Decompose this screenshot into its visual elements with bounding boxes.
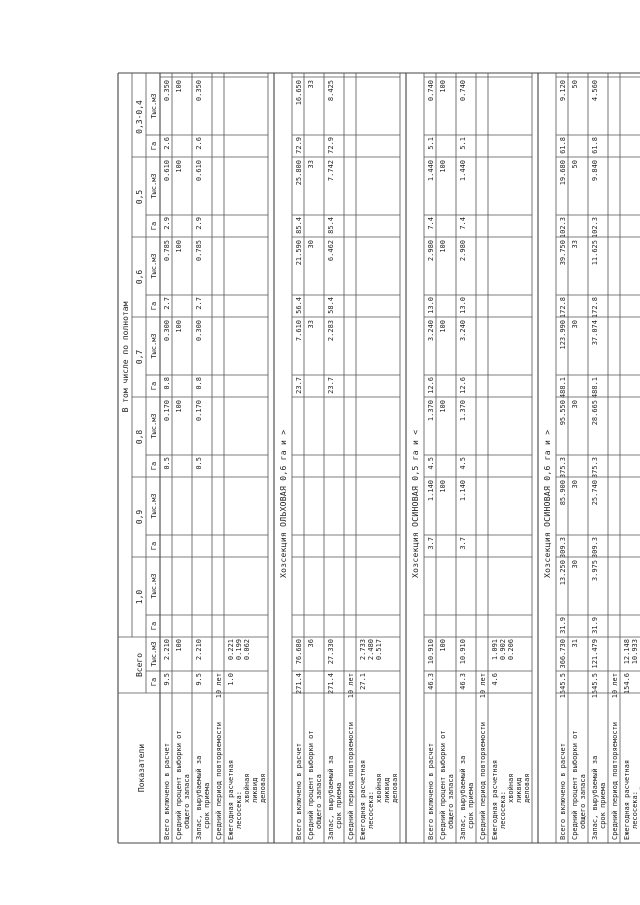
section-title-1: Хозсекция ОЛЬХОВАЯ 0,6 га и > bbox=[279, 429, 288, 578]
cell-ha-3-0-3: 488.1 bbox=[559, 377, 567, 399]
table-rotated-group bbox=[118, 73, 640, 843]
total-vol-3-4-1: 10.933 bbox=[631, 639, 639, 665]
row-label-3-4-0: Ежегодная расчетная bbox=[623, 759, 631, 840]
total-vol-1-4-1: 2.480 bbox=[367, 639, 375, 661]
total-vol-1-0-0: 76.680 bbox=[295, 639, 303, 665]
row-label-2-4-2: хвойная bbox=[507, 773, 515, 803]
total-ha-3-0: 1545.5 bbox=[559, 673, 567, 699]
header-fullness-2: 0,8 bbox=[135, 429, 144, 445]
cell-vol-0-1-3: 100 bbox=[175, 320, 183, 333]
row-label-3-0-0: Всего включено в расчет bbox=[559, 743, 567, 840]
row-label-0-4-4: деловая bbox=[259, 773, 267, 803]
cell-ha-1-2-3: 23.7 bbox=[327, 377, 335, 394]
total-ha-1-0: 271.4 bbox=[295, 673, 303, 695]
row-label-1-4-3: ликвид bbox=[383, 777, 391, 803]
cell-ha-2-0-2: 4.5 bbox=[427, 457, 435, 470]
cell-vol-1-2-3: 2.283 bbox=[327, 320, 335, 342]
row-label-0-4-3: ликвид bbox=[251, 777, 259, 803]
cell-vol-2-1-2: 100 bbox=[439, 400, 447, 413]
header-fullness-5: 0,5 bbox=[135, 189, 144, 205]
header-by-stands: В том числе по полнотам bbox=[121, 301, 130, 413]
cell-ha-3-0-2: 375.3 bbox=[559, 457, 567, 479]
cell-vol-2-0-3: 3.240 bbox=[427, 320, 435, 342]
cell-ha-1-2-5: 85.4 bbox=[327, 217, 335, 234]
total-vol-0-1-0: 100 bbox=[175, 639, 183, 652]
cell-ha-2-2-6: 5.1 bbox=[459, 137, 467, 150]
cell-vol-0-1-4: 100 bbox=[175, 240, 183, 253]
total-vol-0-4-0: 0.221 bbox=[227, 639, 235, 661]
cell-ha-3-2-0: 31.9 bbox=[591, 617, 599, 634]
row-label-3-1-0: Средний процент выборки от bbox=[571, 730, 579, 840]
row-label-2-2-1: срок приема bbox=[467, 782, 475, 829]
total-ha-3-4: 154.6 bbox=[623, 673, 631, 695]
header-total-ha: Га bbox=[150, 677, 158, 687]
cell-vol-3-0-3: 123.990 bbox=[559, 320, 567, 350]
cell-vol-3-2-4: 11.625 bbox=[591, 240, 599, 266]
cell-ha-0-2-4: 2.7 bbox=[195, 297, 203, 310]
cell-ha-3-2-1: 309.3 bbox=[591, 537, 599, 559]
cell-ha-2-2-3: 12.6 bbox=[459, 377, 467, 394]
header-ha-1: Га bbox=[150, 541, 158, 551]
total-vol-2-1-0: 100 bbox=[439, 639, 447, 652]
cell-ha-1-0-4: 56.4 bbox=[295, 297, 303, 314]
total-ha-2-3: 10 лет bbox=[479, 673, 487, 699]
cell-vol-0-2-4: 0.785 bbox=[195, 240, 203, 262]
row-label-3-4-1: лесосека: bbox=[631, 791, 639, 829]
cell-vol-2-0-6: 0.740 bbox=[427, 80, 435, 102]
cell-ha-0-2-3: 0.8 bbox=[195, 377, 203, 390]
total-vol-1-4-0: 2.733 bbox=[359, 639, 367, 661]
cell-vol-1-0-6: 16.650 bbox=[295, 80, 303, 106]
total-vol-0-2-0: 2.210 bbox=[195, 639, 203, 661]
row-label-3-3-0: Средний период повторяемости bbox=[611, 721, 619, 840]
cell-ha-0-2-5: 2.9 bbox=[195, 217, 203, 230]
cell-vol-0-0-5: 0.610 bbox=[163, 160, 171, 182]
row-label-3-2-1: срок приема bbox=[599, 782, 607, 829]
cell-ha-0-0-6: 2.6 bbox=[163, 137, 171, 150]
row-label-2-4-3: ликвид bbox=[515, 777, 523, 803]
cell-vol-3-0-6: 9.120 bbox=[559, 80, 567, 102]
header-vol-6: Тыс.м3 bbox=[150, 93, 158, 119]
total-vol-2-4-1: 0.902 bbox=[499, 639, 507, 661]
cell-vol-3-2-3: 37.074 bbox=[591, 320, 599, 346]
header-vol-5: Тыс.м3 bbox=[150, 173, 158, 199]
cell-vol-0-2-6: 0.350 bbox=[195, 80, 203, 102]
row-label-1-0-0: Всего включено в расчет bbox=[295, 743, 303, 840]
cell-ha-3-2-4: 172.8 bbox=[591, 297, 599, 319]
cell-ha-2-0-6: 5.1 bbox=[427, 137, 435, 150]
cell-ha-0-0-2: 0.5 bbox=[163, 457, 171, 470]
header-ha-6: Га bbox=[150, 141, 158, 151]
cell-vol-0-0-6: 0.350 bbox=[163, 80, 171, 102]
total-vol-3-1-0: 31 bbox=[571, 639, 579, 648]
cell-vol-0-1-2: 100 bbox=[175, 400, 183, 413]
row-label-0-2-0: Запас, вырубаемый за bbox=[195, 755, 203, 840]
cell-vol-2-2-2: 1.370 bbox=[459, 400, 467, 422]
total-vol-0-4-2: 0.062 bbox=[243, 639, 251, 661]
cell-vol-1-1-6: 33 bbox=[307, 80, 315, 89]
cell-ha-3-0-4: 172.8 bbox=[559, 297, 567, 319]
total-ha-1-2: 271.4 bbox=[327, 673, 335, 695]
total-vol-3-2-0: 121.479 bbox=[591, 639, 599, 669]
cell-vol-1-2-4: 6.462 bbox=[327, 240, 335, 262]
total-vol-1-1-0: 36 bbox=[307, 639, 315, 648]
cell-vol-3-0-1: 85.900 bbox=[559, 480, 567, 506]
total-vol-2-2-0: 10.910 bbox=[459, 639, 467, 665]
row-label-1-2-1: срок приема bbox=[335, 782, 343, 829]
cell-vol-2-1-5: 100 bbox=[439, 160, 447, 173]
header-indicators: Показатели bbox=[137, 743, 146, 793]
header-total: Всего bbox=[135, 652, 144, 678]
cell-ha-1-2-4: 58.4 bbox=[327, 297, 335, 314]
cell-ha-3-2-5: 102.3 bbox=[591, 217, 599, 239]
cell-ha-0-0-3: 0.8 bbox=[163, 377, 171, 390]
cell-vol-2-0-4: 2.980 bbox=[427, 240, 435, 262]
cell-vol-2-2-4: 2.980 bbox=[459, 240, 467, 262]
cell-ha-3-0-6: 61.8 bbox=[559, 137, 567, 154]
row-label-1-4-1: лесосека: bbox=[367, 791, 375, 829]
cell-vol-3-2-2: 28.665 bbox=[591, 400, 599, 426]
cell-vol-2-2-3: 3.240 bbox=[459, 320, 467, 342]
header-vol-2: Тыс.м3 bbox=[150, 413, 158, 439]
cell-vol-1-1-3: 33 bbox=[307, 320, 315, 329]
row-label-0-2-1: срок приема bbox=[203, 782, 211, 829]
cell-ha-2-2-4: 13.0 bbox=[459, 297, 467, 314]
row-label-1-1-0: Средний процент выборки от bbox=[307, 730, 315, 840]
cell-ha-2-0-5: 7.4 bbox=[427, 217, 435, 230]
row-label-0-4-0: Ежегодная расчетная bbox=[227, 759, 235, 840]
total-ha-2-0: 46.3 bbox=[427, 673, 435, 690]
header-vol-3: Тыс.м3 bbox=[150, 333, 158, 359]
cell-vol-0-2-5: 0.610 bbox=[195, 160, 203, 182]
cell-ha-1-0-3: 23.7 bbox=[295, 377, 303, 394]
total-vol-2-4-2: 0.206 bbox=[507, 639, 515, 661]
total-ha-3-3: 10 лет bbox=[611, 673, 619, 699]
cell-ha-3-2-3: 488.1 bbox=[591, 377, 599, 399]
cell-ha-0-2-6: 2.6 bbox=[195, 137, 203, 150]
cell-vol-1-0-5: 25.800 bbox=[295, 160, 303, 186]
total-ha-1-4: 27.1 bbox=[359, 673, 367, 690]
section-title-3: Хозсекция ОСИНОВАЯ 0,6 га и > bbox=[543, 429, 552, 578]
total-ha-0-4: 1.0 bbox=[227, 673, 235, 686]
cell-ha-1-0-6: 72.9 bbox=[295, 137, 303, 154]
cell-vol-2-1-3: 100 bbox=[439, 320, 447, 333]
row-label-2-3-0: Средний период повторяемости bbox=[479, 721, 487, 840]
row-label-2-4-1: лесосека: bbox=[499, 791, 507, 829]
cell-vol-3-2-1: 25.740 bbox=[591, 480, 599, 506]
total-vol-0-0-0: 2.210 bbox=[163, 639, 171, 661]
total-vol-2-4-0: 1.091 bbox=[491, 639, 499, 661]
row-label-2-4-0: Ежегодная расчетная bbox=[491, 759, 499, 840]
cell-vol-2-1-4: 100 bbox=[439, 240, 447, 253]
cell-ha-0-2-2: 0.5 bbox=[195, 457, 203, 470]
cell-vol-0-0-3: 0.300 bbox=[163, 320, 171, 342]
section-title-2: Хозсекция ОСИНОВАЯ 0,5 га и < bbox=[411, 429, 420, 578]
row-label-2-0-0: Всего включено в расчет bbox=[427, 743, 435, 840]
cell-ha-3-0-0: 31.9 bbox=[559, 617, 567, 634]
cell-vol-2-2-1: 1.140 bbox=[459, 480, 467, 502]
cell-vol-2-2-5: 1.440 bbox=[459, 160, 467, 182]
cell-vol-0-0-2: 0.170 bbox=[163, 400, 171, 422]
cell-ha-2-0-3: 12.6 bbox=[427, 377, 435, 394]
cell-vol-3-0-2: 95.550 bbox=[559, 400, 567, 426]
header-vol-4: Тыс.м3 bbox=[150, 253, 158, 279]
cell-vol-3-0-4: 39.750 bbox=[559, 240, 567, 266]
cell-vol-0-1-5: 100 bbox=[175, 160, 183, 173]
cell-vol-2-2-6: 0.740 bbox=[459, 80, 467, 102]
cell-vol-3-1-6: 50 bbox=[571, 80, 579, 89]
total-ha-3-2: 1545.5 bbox=[591, 673, 599, 699]
cell-ha-0-0-4: 2.7 bbox=[163, 297, 171, 310]
cell-ha-2-0-4: 13.0 bbox=[427, 297, 435, 314]
header-vol-0: Тыс.м3 bbox=[150, 573, 158, 599]
cell-ha-3-0-1: 309.3 bbox=[559, 537, 567, 559]
row-label-2-2-0: Запас, вырубаемый за bbox=[459, 755, 467, 840]
cell-vol-0-1-6: 100 bbox=[175, 80, 183, 93]
header-ha-4: Га bbox=[150, 301, 158, 311]
cell-ha-2-0-1: 3.7 bbox=[427, 537, 435, 550]
cell-vol-3-1-3: 30 bbox=[571, 320, 579, 329]
cell-ha-1-0-5: 85.4 bbox=[295, 217, 303, 234]
row-label-1-3-0: Средний период повторяемости bbox=[347, 721, 355, 840]
header-fullness-1: 0,9 bbox=[135, 509, 144, 525]
cell-vol-2-0-1: 1.140 bbox=[427, 480, 435, 502]
cell-vol-3-2-0: 3.975 bbox=[591, 560, 599, 582]
total-ha-2-4: 4.6 bbox=[491, 673, 499, 686]
cell-vol-3-0-5: 19.680 bbox=[559, 160, 567, 186]
header-fullness-6: 0,3-0,4 bbox=[135, 100, 144, 134]
cell-vol-0-2-2: 0.170 bbox=[195, 400, 203, 422]
cell-vol-2-0-5: 1.440 bbox=[427, 160, 435, 182]
header-fullness-4: 0,6 bbox=[135, 269, 144, 285]
cell-ha-3-2-2: 375.3 bbox=[591, 457, 599, 479]
row-label-0-1-0: Средний процент выборки от bbox=[175, 730, 183, 840]
row-label-1-4-4: деловая bbox=[391, 773, 399, 803]
cell-vol-1-1-5: 33 bbox=[307, 160, 315, 169]
header-ha-0: Га bbox=[150, 621, 158, 631]
row-label-1-4-0: Ежегодная расчетная bbox=[359, 759, 367, 840]
header-fullness-3: 0,7 bbox=[135, 349, 144, 365]
cell-vol-3-1-5: 50 bbox=[571, 160, 579, 169]
cell-vol-3-1-4: 33 bbox=[571, 240, 579, 249]
cell-vol-3-2-6: 4.560 bbox=[591, 80, 599, 102]
cell-vol-2-1-1: 100 bbox=[439, 480, 447, 493]
total-ha-0-0: 9.5 bbox=[163, 673, 171, 686]
cell-vol-3-1-2: 30 bbox=[571, 400, 579, 409]
cell-vol-2-1-6: 100 bbox=[439, 80, 447, 93]
cell-ha-3-2-6: 61.8 bbox=[591, 137, 599, 154]
header-vol-1: Тыс.м3 bbox=[150, 493, 158, 519]
cell-ha-2-2-5: 7.4 bbox=[459, 217, 467, 230]
cell-ha-3-0-5: 102.3 bbox=[559, 217, 567, 239]
row-label-0-1-1: общего запаса bbox=[183, 774, 191, 829]
row-label-0-3-0: Средний период повторяемости bbox=[215, 721, 223, 840]
row-label-3-1-1: общего запаса bbox=[579, 774, 587, 829]
row-label-0-4-1: лесосека: bbox=[235, 791, 243, 829]
total-vol-3-0-0: 366.730 bbox=[559, 639, 567, 669]
header-ha-5: Га bbox=[150, 221, 158, 231]
cell-vol-0-0-4: 0.785 bbox=[163, 240, 171, 262]
row-label-0-0-0: Всего включено в расчет bbox=[163, 743, 171, 840]
header-ha-3: Га bbox=[150, 381, 158, 391]
total-ha-2-2: 46.3 bbox=[459, 673, 467, 690]
cell-ha-2-2-2: 4.5 bbox=[459, 457, 467, 470]
total-vol-0-4-1: 0.199 bbox=[235, 639, 243, 661]
header-total-vol: Тыс.м3 bbox=[150, 641, 158, 667]
cell-vol-3-0-0: 13.250 bbox=[559, 560, 567, 586]
header-ha-2: Га bbox=[150, 461, 158, 471]
total-vol-3-4-0: 12.148 bbox=[623, 639, 631, 665]
cell-vol-1-1-4: 30 bbox=[307, 240, 315, 249]
cell-vol-0-2-3: 0.300 bbox=[195, 320, 203, 342]
row-label-2-1-1: общего запаса bbox=[447, 774, 455, 829]
cell-vol-1-0-3: 7.610 bbox=[295, 320, 303, 342]
header-fullness-0: 1,0 bbox=[135, 589, 144, 605]
total-ha-1-3: 10 лет bbox=[347, 673, 355, 699]
cell-vol-1-0-4: 21.590 bbox=[295, 240, 303, 266]
cell-ha-2-2-1: 3.7 bbox=[459, 537, 467, 550]
cell-ha-0-0-5: 2.9 bbox=[163, 217, 171, 230]
row-label-0-4-2: хвойная bbox=[243, 773, 251, 803]
total-ha-0-2: 9.5 bbox=[195, 673, 203, 686]
row-label-2-4-4: деловая bbox=[523, 773, 531, 803]
row-label-1-1-1: общего запаса bbox=[315, 774, 323, 829]
cell-vol-3-1-0: 30 bbox=[571, 560, 579, 569]
total-vol-1-2-0: 27.330 bbox=[327, 639, 335, 665]
row-label-3-2-0: Запас, вырубаемый за bbox=[591, 755, 599, 840]
total-vol-2-0-0: 10.910 bbox=[427, 639, 435, 665]
row-label-2-1-0: Средний процент выборки от bbox=[439, 730, 447, 840]
cell-ha-1-2-6: 72.9 bbox=[327, 137, 335, 154]
cell-vol-1-2-6: 8.425 bbox=[327, 80, 335, 102]
total-vol-1-4-2: 0.517 bbox=[375, 639, 383, 661]
row-label-1-2-0: Запас, вырубаемый за bbox=[327, 755, 335, 840]
total-ha-0-3: 10 лет bbox=[215, 673, 223, 699]
cell-vol-1-2-5: 7.742 bbox=[327, 160, 335, 182]
row-label-1-4-2: хвойная bbox=[375, 773, 383, 803]
cell-vol-3-2-5: 9.840 bbox=[591, 160, 599, 182]
cell-vol-2-0-2: 1.370 bbox=[427, 400, 435, 422]
cell-vol-3-1-1: 30 bbox=[571, 480, 579, 489]
